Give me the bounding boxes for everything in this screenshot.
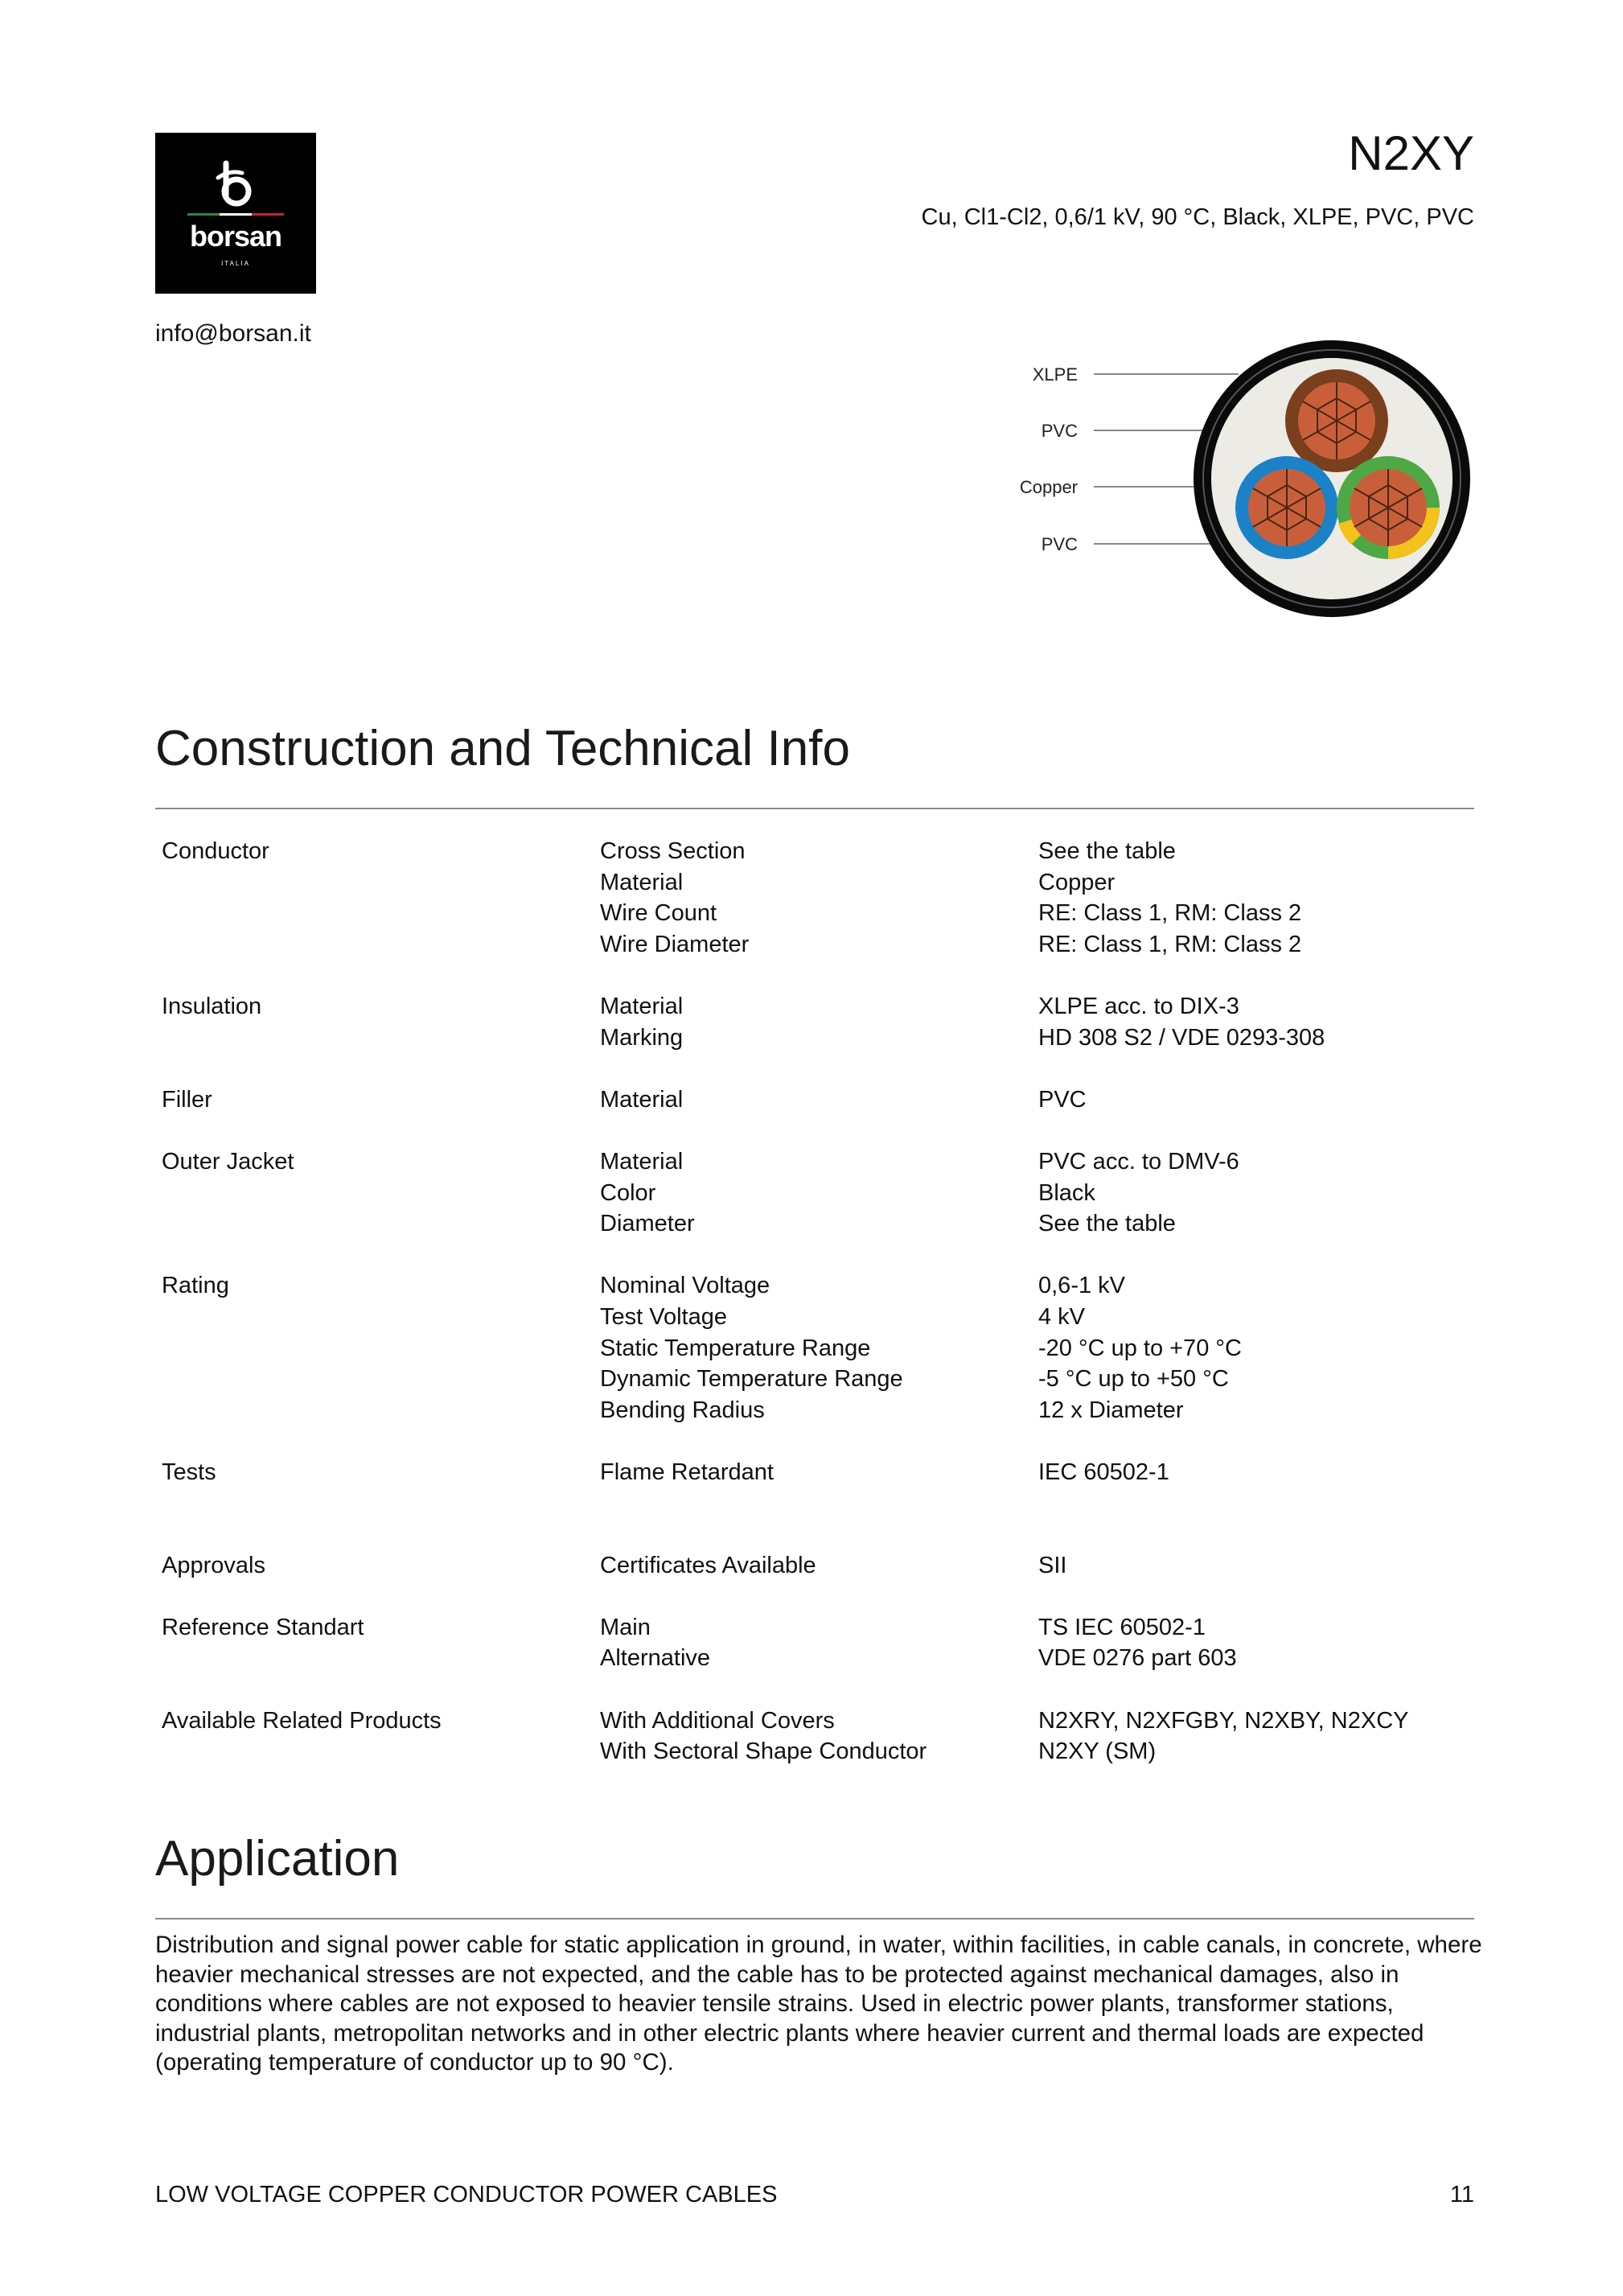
spec-group: [155, 1084, 1474, 1116]
footer-category: LOW VOLTAGE COPPER CONDUCTOR POWER CABLES: [155, 2182, 778, 2208]
spec-property: Material: [600, 869, 684, 895]
spec-values: [1038, 836, 1474, 960]
spec-property: Alternative: [600, 1645, 711, 1672]
spec-value: [1038, 1487, 1474, 1519]
spec-group: [155, 1457, 1474, 1519]
spec-properties: [600, 1084, 1038, 1116]
application-description: Distribution and signal power cable for static application in ground, in water, within facilities, in cable canals, in concrete, where heavier mechanical stresses are not expected, and the cable has to be protected against mechanical damages, also in conditions where cables are not exposed to heavier tensile strains. Used in electric power plants, transformer stations, industrial plants, metropolitan networks and in other electric plants where heavier current and thermal loads are expected (operating temperature of conductor up to 90 °C).: [155, 1932, 1482, 2076]
construction-divider: [155, 808, 1474, 809]
spec-group: [155, 1612, 1474, 1674]
spec-value: See the table: [1038, 838, 1176, 864]
spec-values: [1038, 1612, 1474, 1674]
spec-value: -5 °C up to +50 °C: [1038, 1366, 1229, 1393]
logo-subtext: ITALIA: [221, 260, 250, 267]
spec-property: With Sectoral Shape Conductor: [600, 1738, 927, 1765]
spec-property: Color: [600, 1179, 656, 1206]
spec-properties: [600, 1270, 1038, 1426]
core-blue: [1235, 456, 1338, 559]
spec-group: [155, 1706, 1474, 1767]
spec-value: IEC 60502-1: [1038, 1459, 1169, 1485]
spec-values: [1038, 1706, 1474, 1767]
contact-email[interactable]: info@borsan.it: [155, 320, 311, 347]
spec-group-name: Conductor: [162, 838, 269, 864]
spec-values: [1038, 1550, 1474, 1582]
spec-value: HD 308 S2 / VDE 0293-308: [1038, 1024, 1325, 1051]
construction-spec-table: [155, 836, 1474, 1798]
spec-property: Certificates Available: [600, 1552, 816, 1578]
spec-group: [155, 1550, 1474, 1582]
spec-value: Black: [1038, 1179, 1095, 1206]
spec-group-name: Insulation: [162, 993, 262, 1019]
spec-property: Diameter: [600, 1211, 695, 1237]
spec-property: Material: [600, 993, 684, 1019]
spec-value: PVC acc. to DMV-6: [1038, 1148, 1239, 1175]
spec-values: [1038, 1146, 1474, 1240]
spec-properties: [600, 1457, 1038, 1519]
spec-property: Cross Section: [600, 838, 746, 864]
spec-property: [600, 1487, 1038, 1519]
spec-property: Static Temperature Range: [600, 1335, 871, 1361]
spec-properties: [600, 1706, 1038, 1767]
application-divider: [155, 1918, 1474, 1920]
spec-property: Material: [600, 1086, 684, 1113]
spec-value: RE: Class 1, RM: Class 2: [1038, 900, 1302, 927]
product-title: N2XY: [1348, 126, 1474, 180]
spec-value: RE: Class 1, RM: Class 2: [1038, 931, 1302, 957]
spec-property: Material: [600, 1148, 684, 1175]
spec-value: N2XRY, N2XFGBY, N2XBY, N2XCY: [1038, 1707, 1409, 1734]
spec-values: [1038, 991, 1474, 1053]
spec-group-name: Tests: [162, 1459, 216, 1485]
core-brown: [1285, 369, 1388, 472]
spec-group-name: Filler: [162, 1086, 212, 1113]
spec-property: Bending Radius: [600, 1397, 765, 1423]
spec-properties: [600, 836, 1038, 960]
spec-property: Wire Count: [600, 900, 717, 927]
diagram-label-xlpe: XLPE: [1032, 364, 1078, 385]
spec-value: XLPE acc. to DIX-3: [1038, 993, 1239, 1019]
spec-property: Nominal Voltage: [600, 1273, 770, 1299]
spec-values: [1038, 1270, 1474, 1426]
spec-values: [1038, 1457, 1474, 1519]
spec-group-name: Approvals: [162, 1552, 265, 1578]
diagram-labels: [1020, 364, 1078, 554]
diagram-label-pvc-filler: PVC: [1041, 421, 1078, 441]
spec-group-name: Available Related Products: [162, 1707, 442, 1734]
spec-property: Wire Diameter: [600, 931, 750, 957]
spec-value: SII: [1038, 1552, 1067, 1578]
spec-group: [155, 991, 1474, 1053]
spec-properties: [600, 1612, 1038, 1674]
logo-wordmark: borsan: [189, 220, 282, 253]
spec-property: Main: [600, 1614, 651, 1640]
spec-properties: [600, 1550, 1038, 1582]
core-green-yellow: [1337, 456, 1440, 559]
application-heading: Application: [155, 1831, 400, 1887]
spec-group: [155, 836, 1474, 960]
spec-value: N2XY (SM): [1038, 1738, 1157, 1765]
spec-property: With Additional Covers: [600, 1707, 835, 1734]
construction-heading: Construction and Technical Info: [155, 721, 850, 776]
spec-property: Dynamic Temperature Range: [600, 1366, 903, 1393]
spec-group-name: Reference Standart: [162, 1614, 364, 1640]
brand-logo: [155, 133, 316, 294]
spec-value: VDE 0276 part 603: [1038, 1645, 1237, 1672]
diagram-label-pvc-jacket: PVC: [1041, 534, 1078, 554]
spec-property: Flame Retardant: [600, 1459, 774, 1485]
spec-group: [155, 1270, 1474, 1426]
spec-value: -20 °C up to +70 °C: [1038, 1335, 1242, 1361]
spec-property: Marking: [600, 1024, 684, 1051]
spec-group: [155, 1146, 1474, 1240]
spec-value: Copper: [1038, 869, 1116, 895]
spec-property: Test Voltage: [600, 1303, 727, 1330]
product-subtitle: Cu, Cl1-Cl2, 0,6/1 kV, 90 °C, Black, XLPE, PVC, PVC: [921, 204, 1474, 230]
spec-group-name: Outer Jacket: [162, 1148, 294, 1175]
spec-value: 12 x Diameter: [1038, 1397, 1184, 1423]
spec-properties: [600, 1146, 1038, 1240]
spec-values: [1038, 1084, 1474, 1116]
spec-value: TS IEC 60502-1: [1038, 1614, 1206, 1640]
spec-group-name: Rating: [162, 1273, 229, 1299]
page-number: 11: [1449, 2182, 1474, 2208]
spec-value: PVC: [1038, 1086, 1087, 1113]
spec-properties: [600, 991, 1038, 1053]
cable-cross-section-diagram: [997, 334, 1480, 623]
spec-value: 4 kV: [1038, 1303, 1086, 1330]
diagram-label-copper: Copper: [1019, 477, 1078, 497]
spec-value: See the table: [1038, 1211, 1176, 1237]
spec-value: 0,6-1 kV: [1038, 1273, 1125, 1299]
borsan-symbol-icon: [155, 133, 316, 294]
